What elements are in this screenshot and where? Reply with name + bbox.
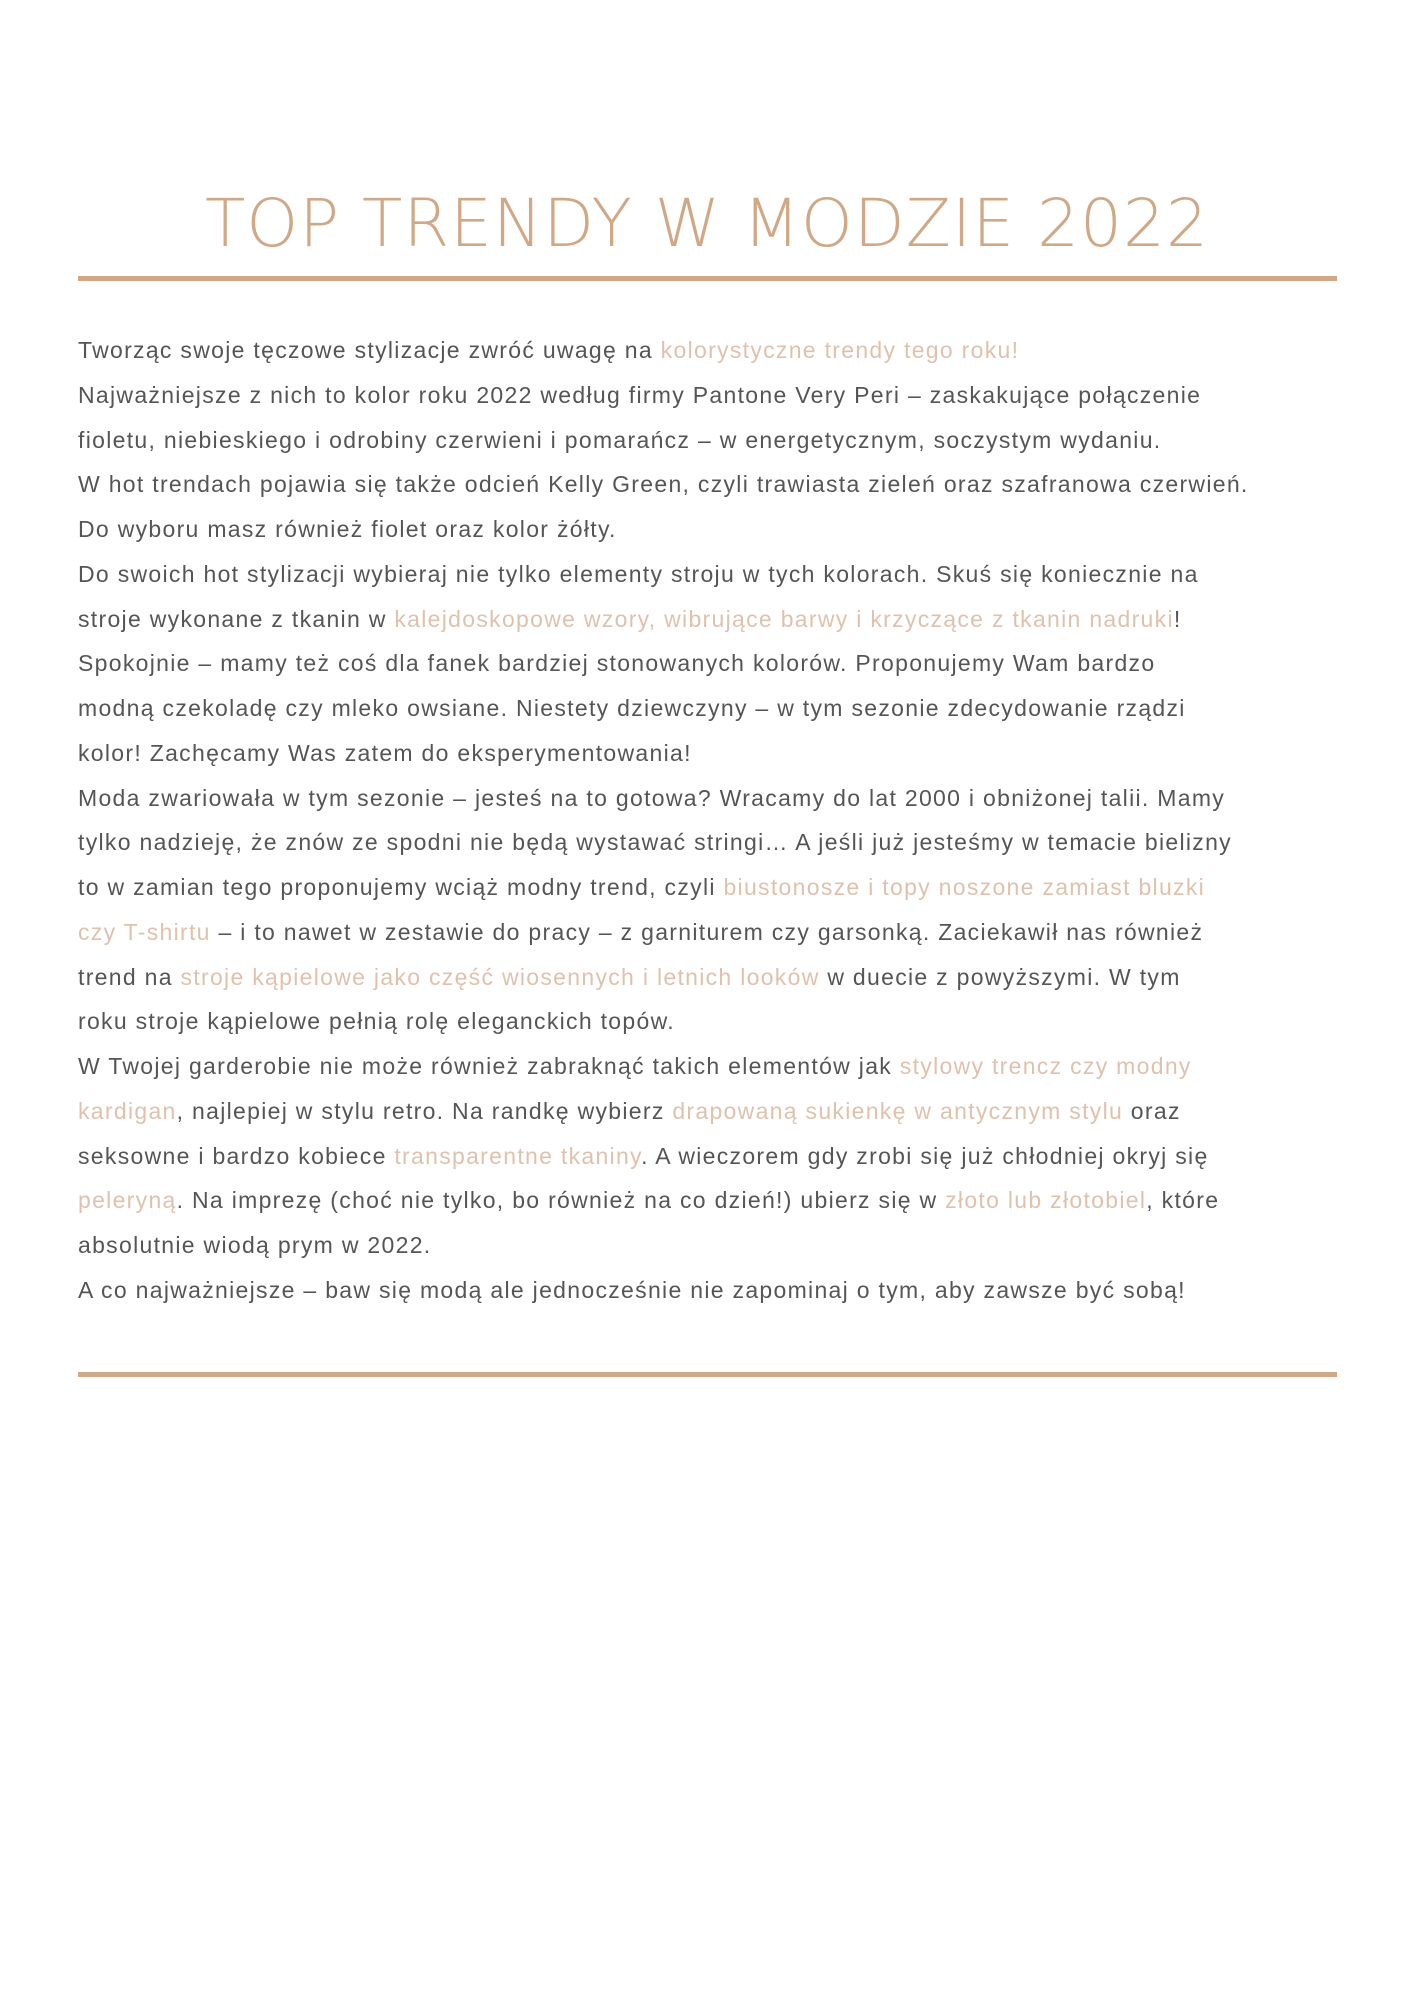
text-segment: ! xyxy=(1173,605,1182,632)
text-line xyxy=(78,552,1348,597)
text-segment: absolutnie wiodą prym w 2022. xyxy=(78,1232,432,1258)
text-line xyxy=(78,462,1348,507)
text-line xyxy=(78,418,1348,463)
text-segment: to w zamian tego proponujemy wciąż modny trend, czyli xyxy=(78,874,724,900)
text-segment: modną czekoladę czy mleko owsiane. Niestety dziewczyny – w tym sezonie zdecydowanie rządzi xyxy=(78,695,1186,721)
text-segment: tylko nadzieję, że znów ze spodni nie będą wystawać stringi… A jeśli już jesteśmy w temacie bielizny xyxy=(78,829,1232,856)
highlighted-phrase: złoto lub złotobiel xyxy=(945,1187,1147,1214)
text-line xyxy=(78,1178,1348,1223)
highlighted-phrase: kolorystyczne trendy tego roku! xyxy=(660,337,1020,363)
text-segment: A co najważniejsze – baw się modą ale jednocześnie nie zapominaj o tym, aby zawsze być sobą! xyxy=(78,1276,1186,1303)
text-line xyxy=(78,955,1348,1000)
text-line xyxy=(78,1268,1348,1313)
text-line xyxy=(78,1089,1348,1134)
text-segment: stroje wykonane z tkanin w xyxy=(78,605,395,632)
text-line xyxy=(78,1044,1348,1089)
text-segment: seksowne i bardzo kobiece xyxy=(78,1142,395,1169)
text-line xyxy=(78,597,1348,642)
text-segment: – i to nawet w zestawie do pracy – z garniturem czy garsonką. Zaciekawił nas również xyxy=(210,918,1204,945)
highlighted-phrase: kardigan xyxy=(78,1097,177,1124)
text-line xyxy=(78,686,1348,731)
text-segment: , które xyxy=(1146,1187,1220,1214)
text-line xyxy=(78,910,1348,955)
text-segment: w duecie z powyższymi. W tym xyxy=(819,963,1181,990)
text-line xyxy=(78,373,1348,418)
text-line xyxy=(78,820,1348,865)
text-segment: . Na imprezę (choć nie tylko, bo również na co dzień!) ubierz się w xyxy=(176,1187,946,1214)
text-segment: Do swoich hot stylizacji wybieraj nie tylko elementy stroju w tych kolorach. Skuś się koniecznie na xyxy=(78,560,1199,587)
text-segment: fioletu, niebieskiego i odrobiny czerwieni i pomarańcz – w energetycznym, soczystym wydaniu. xyxy=(78,426,1162,453)
text-line xyxy=(78,1134,1348,1179)
text-line xyxy=(78,641,1348,686)
text-segment: W Twojej garderobie nie może również zabraknąć takich elementów jak xyxy=(78,1053,900,1079)
text-line xyxy=(78,865,1348,910)
text-segment: roku stroje kąpielowe pełnią rolę eleganckich topów. xyxy=(78,1008,675,1035)
text-segment: Tworząc swoje tęczowe stylizacje zwróć uwagę na xyxy=(78,337,661,363)
text-segment: Do wyboru masz również fiolet oraz kolor żółty. xyxy=(78,516,617,542)
text-line xyxy=(78,507,1348,552)
highlighted-phrase: drapowaną sukienkę w antycznym stylu xyxy=(672,1097,1124,1124)
text-segment: trend na xyxy=(78,963,181,990)
highlighted-phrase: transparentne tkaniny xyxy=(394,1142,642,1169)
text-line xyxy=(78,731,1348,776)
bottom-divider xyxy=(78,1372,1337,1377)
text-segment: kolor! Zachęcamy Was zatem do eksperymentowania! xyxy=(78,739,692,766)
article-body xyxy=(78,328,1348,1313)
text-line xyxy=(78,999,1348,1044)
highlighted-phrase: peleryną xyxy=(78,1187,177,1214)
page-title: TOP TRENDY W MODZIE 2022 xyxy=(204,185,1210,263)
text-line xyxy=(78,1223,1348,1268)
text-segment: , najlepiej w stylu retro. Na randkę wybierz xyxy=(176,1097,673,1124)
highlighted-phrase: kalejdoskopowe wzory, wibrujące barwy i krzyczące z tkanin nadruki xyxy=(394,605,1174,632)
highlighted-phrase: czy T-shirtu xyxy=(78,918,211,945)
text-segment: oraz xyxy=(1123,1097,1181,1124)
text-segment: . A wieczorem gdy zrobi się już chłodniej okryj się xyxy=(641,1142,1209,1169)
highlighted-phrase: stylowy trencz czy modny xyxy=(899,1053,1192,1079)
highlighted-phrase: biustonosze i topy noszone zamiast bluzki xyxy=(723,874,1206,900)
text-segment: W hot trendach pojawia się także odcień Kelly Green, czyli trawiasta zieleń oraz szafranowa czerwień. xyxy=(78,471,1249,498)
text-segment: Spokojnie – mamy też coś dla fanek bardziej stonowanych kolorów. Proponujemy Wam bardzo xyxy=(78,650,1156,677)
highlighted-phrase: stroje kąpielowe jako część wiosennych i letnich looków xyxy=(180,963,820,990)
text-segment: Moda zwariowała w tym sezonie – jesteś na to gotowa? Wracamy do lat 2000 i obniżonej talii. Mamy xyxy=(78,784,1226,811)
text-segment: Najważniejsze z nich to kolor roku 2022 według firmy Pantone Very Peri – zaskakujące połączenie xyxy=(78,381,1202,408)
text-line xyxy=(78,776,1348,821)
top-divider xyxy=(78,276,1337,281)
text-line xyxy=(78,328,1348,373)
